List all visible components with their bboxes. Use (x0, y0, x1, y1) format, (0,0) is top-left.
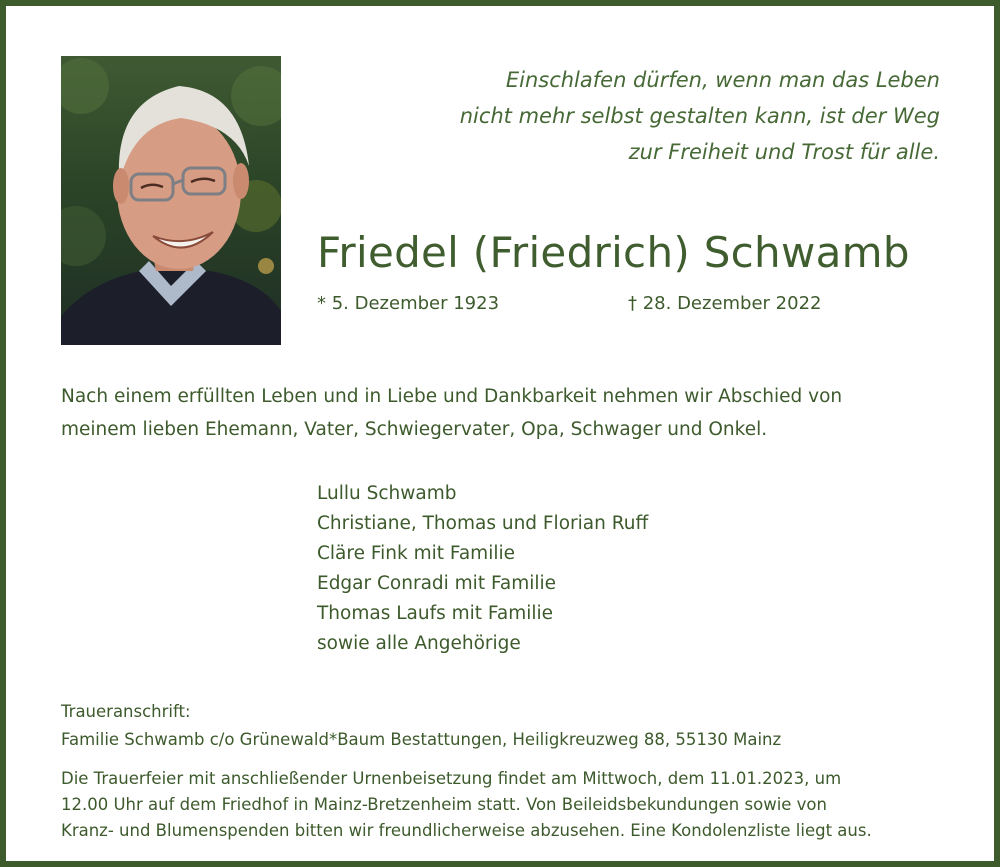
birth-date: * 5. Dezember 1923 (317, 293, 500, 314)
mourner-item: Christiane, Thomas und Florian Ruff (317, 513, 649, 534)
deceased-name: Friedel (Friedrich) Schwamb (317, 228, 910, 277)
memorial-quote (380, 62, 940, 170)
farewell-text (61, 380, 961, 446)
mourner-item: Edgar Conradi mit Familie (317, 573, 557, 594)
mourner-item: sowie alle Angehörige (317, 633, 521, 654)
farewell-line: meinem lieben Ehemann, Vater, Schwiegervater, Opa, Schwager und Onkel. (61, 419, 768, 440)
mourner-item: Lullu Schwamb (317, 483, 457, 504)
service-line: Die Trauerfeier mit anschließender Urnenbeisetzung findet am Mittwoch, dem 11.01.2023, um (61, 769, 842, 788)
quote-line: nicht mehr selbst gestalten kann, ist der Weg (459, 104, 940, 128)
funeral-service-info (61, 766, 976, 844)
quote-line: Einschlafen dürfen, wenn man das Leben (505, 68, 940, 92)
address-text: Familie Schwamb c/o Grünewald*Baum Bestattungen, Heiligkreuzweg 88, 55130 Mainz (61, 730, 782, 749)
death-date: † 28. Dezember 2022 (628, 293, 822, 314)
mourner-item: Thomas Laufs mit Familie (317, 603, 554, 624)
mourner-item: Cläre Fink mit Familie (317, 543, 516, 564)
mourning-address (61, 698, 781, 754)
farewell-line: Nach einem erfüllten Leben und in Liebe und Dankbarkeit nehmen wir Abschied von (61, 386, 843, 407)
portrait-photo (61, 56, 281, 345)
quote-line: zur Freiheit und Trost für alle. (628, 140, 940, 164)
mourners-list (317, 479, 648, 659)
service-line: 12.00 Uhr auf dem Friedhof in Mainz-Bretzenheim statt. Von Beileidsbekundungen sowie von (61, 795, 827, 814)
service-line: Kranz- und Blumenspenden bitten wir freundlicherweise abzusehen. Eine Kondolenzliste liegt aus. (61, 821, 872, 840)
address-label: Traueranschrift: (61, 702, 191, 721)
